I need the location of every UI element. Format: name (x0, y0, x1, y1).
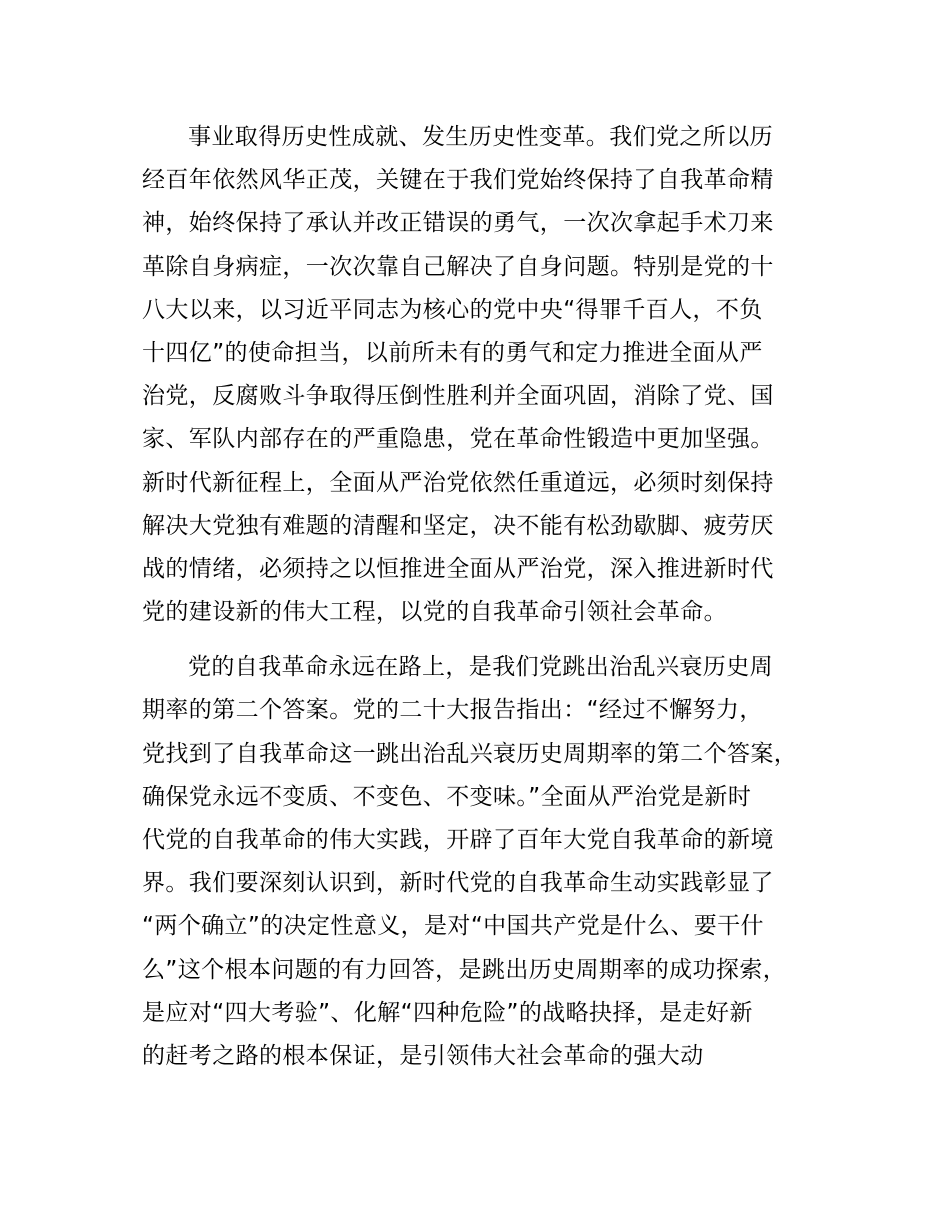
text-line: 战的情绪，必须持之以恒推进全面从严治党，深入推进新时代 (142, 555, 774, 582)
text-line: 界。我们要深刻认识到，新时代党的自我革命生动实践彰显了 (142, 870, 774, 897)
text-line: 的赶考之路的根本保证，是引领伟大社会革命的强大动 (142, 1042, 704, 1069)
paragraph-2 (142, 646, 832, 1078)
document-body (142, 116, 832, 1078)
text-line: 新时代新征程上，全面从严治党依然任重道远，必须时刻保持 (142, 469, 774, 496)
text-line: “两个确立”的决定性意义，是对“中国共产党是什么、要干什 (142, 913, 764, 940)
text-line: 事业取得历史性成就、发生历史性变革。我们党之所以历 (188, 124, 773, 150)
text-line: 党的建设新的伟大工程，以党的自我革命引领社会革命。 (142, 599, 727, 626)
text-line: 么”这个根本问题的有力回答，是跳出历史周期率的成功探索， (142, 956, 787, 983)
text-line: 期率的第二个答案。党的二十大报告指出：“经过不懈努力， (142, 697, 763, 724)
text-line: 经百年依然风华正茂，关键在于我们党始终保持了自我革命精 (142, 167, 774, 194)
text-line: 党的自我革命永远在路上，是我们党跳出治乱兴衰历史周 (188, 654, 773, 681)
text-line: 确保党永远不变质、不变色、不变味。”全面从严治党是新时 (142, 783, 752, 810)
text-line: 是应对“四大考验”、化解“四种危险”的战略抉择，是走好新 (142, 999, 753, 1026)
text-line: 解决大党独有难题的清醒和坚定，决不能有松劲歇脚、疲劳厌 (142, 512, 774, 539)
paragraph-1 (142, 116, 832, 634)
text-line: 革除自身病症，一次次靠自己解决了自身问题。特别是党的十 (142, 253, 774, 280)
text-line: 治党，反腐败斗争取得压倒性胜利并全面巩固，消除了党、国 (142, 383, 774, 410)
text-line: 神，始终保持了承认并改正错误的勇气，一次次拿起手术刀来 (142, 210, 774, 237)
text-line: 党找到了自我革命这一跳出治乱兴衰历史周期率的第二个答案， (142, 740, 798, 767)
text-line: 代党的自我革命的伟大实践，开辟了百年大党自我革命的新境 (142, 827, 774, 853)
text-line: 十四亿”的使命担当，以前所未有的勇气和定力推进全面从严 (142, 339, 763, 366)
text-line: 八大以来，以习近平同志为核心的党中央“得罪千百人，不负 (142, 296, 763, 323)
text-line: 家、军队内部存在的严重隐患，党在革命性锻造中更加坚强。 (142, 426, 774, 453)
